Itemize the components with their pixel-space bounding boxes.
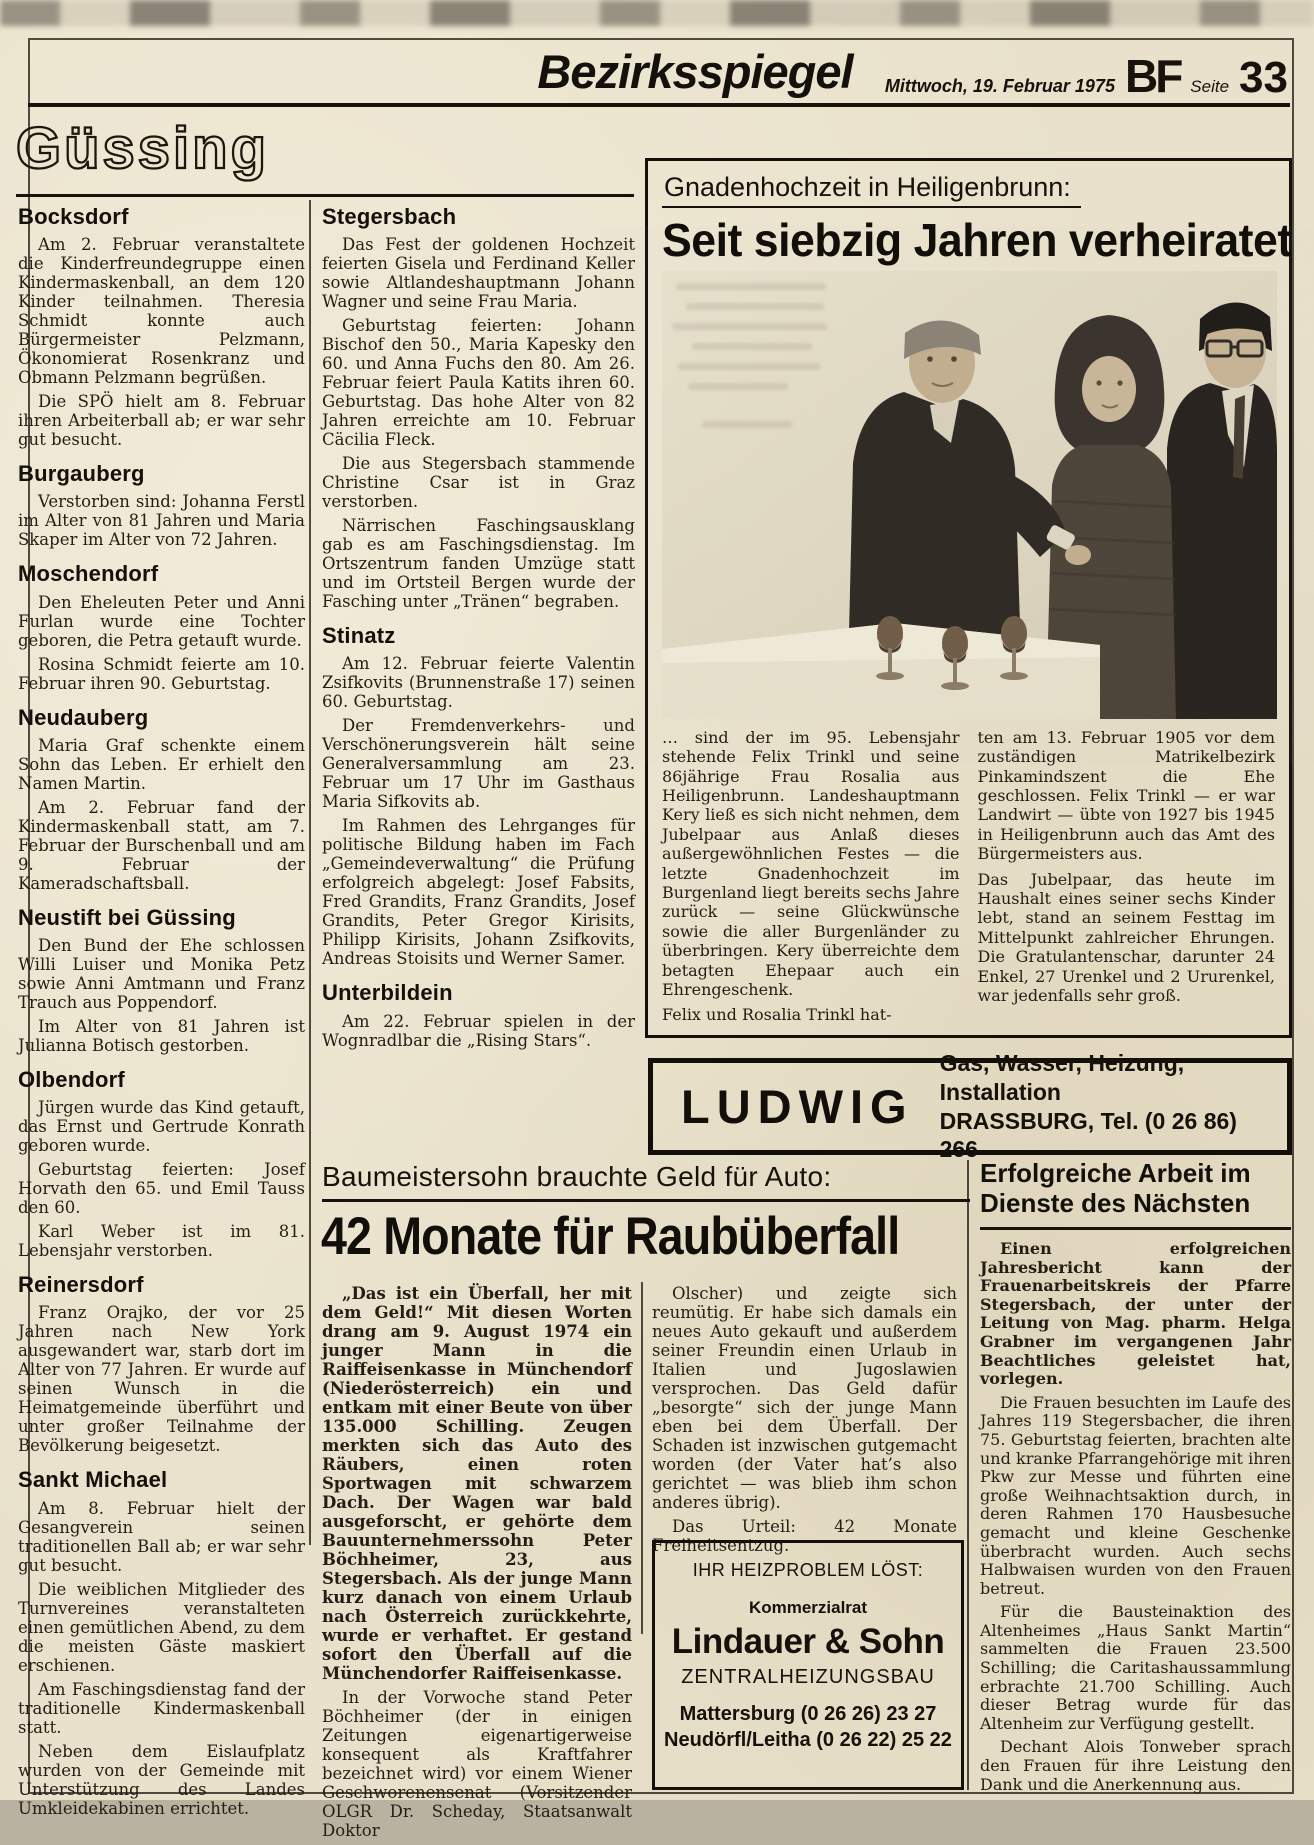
section-heading: Burgauberg: [18, 461, 145, 487]
paragraph: Maria Graf schenkte einem Sohn das Leben. Er erhielt den Namen Martin.: [18, 735, 305, 793]
issue-date: Mittwoch, 19. Februar 1975: [884, 76, 1115, 96]
dateline: [884, 50, 1288, 102]
charity-headline-line2: Dienste des Nächsten: [980, 1188, 1251, 1218]
paragraph: Im Alter von 81 Jahren ist Julianna Botisch gestorben.: [18, 1016, 305, 1055]
paragraph: Das Fest der goldenen Hochzeit feierten Gisela und Ferdinand Keller sowie Altlandeshauptmann Johann Wagner und seine Frau Maria.: [322, 235, 635, 312]
column-divider: [309, 200, 311, 1545]
paragraph: Die Frauen besuchten im Laufe des Jahres 119 Stegersbacher, die ihren 75. Geburtstag feierten, brachten alte und kranke Pfarrangehörige mit ihren Pkw zur Messe und führten eine große Weihnachtsaktion durch, in deren Rahmen 170 Hausbesuche gemacht und kleine Geschenke überbracht wurden. Auch sechs Halbwaisen wurden von den Frauen betreut.: [980, 1392, 1291, 1598]
paragraph: Für die Bausteinaktion des Altenheimes „Haus Sankt Martin“ sammelten die Frauen 23.500 Schilling; die Caritashaussammlung erbrachte 21.700 Schilling. Auch dieser Betrag wurde für das Altenheim zur Verfügung gestellt.: [980, 1602, 1291, 1733]
section-heading: Olbendorf: [18, 1066, 125, 1092]
paragraph: Im Rahmen des Lehrganges für politische Bildung haben im Fach „Gemeindeverwaltung“ die Prüfung erfolgreich abgelegt: Josef Fabsits, Fred Grandits, Franz Grandits, Josef Grandits, Peter Gregor Kirisits, Philipp Kirisits, Johann Zsifkovits, Andreas Stoisits und Werner Samer.: [322, 816, 635, 969]
bf-logo: BF: [1124, 50, 1181, 102]
paragraph: In der Vorwoche stand Peter Böchheimer (der in einigen Zeitungen eigenartigerweise konsequent als Kraftfahrer bezeichnet wird) vor einem Wiener Geschworenensenat (Vorsitzender OLGR Dr. Scheday, Staatsanwalt Doktor: [322, 1688, 632, 1840]
paragraph: Das Urteil: 42 Monate Freiheitsentzug.: [652, 1517, 957, 1555]
banner-rule: [16, 194, 634, 197]
wedding-photo: [662, 271, 1277, 719]
paragraph: Am 12. Februar feierte Valentin Zsifkovits (Brunnenstraße 17) seinen 60. Geburtstag.: [322, 654, 635, 712]
middle-column: [322, 205, 635, 1055]
section-bocksdorf: [18, 205, 305, 449]
section-heading: Bocksdorf: [18, 204, 129, 229]
paragraph: ten am 13. Februar 1905 vor dem zuständigen Matrikelbezirk Pinkamindszent die Ehe geschlossen. Felix Trinkl — er war Landwirt — übte von 1927 bis 1945 in Heiligenbrunn auch das Amt des Bürgermeisters aus.: [977, 727, 1275, 864]
header-rule: [28, 103, 1290, 107]
guessing-column: [18, 205, 305, 1823]
paragraph: Am 22. Februar spielen in der Wognradlbar die „Rising Stars“.: [322, 1011, 635, 1050]
caption-column-2: [978, 728, 1276, 1031]
ludwig-line2: DRASSBURG, Tel. (0 26 86) 266: [939, 1107, 1237, 1163]
section-burgauberg: [18, 462, 305, 549]
paragraph: Den Eheleuten Peter und Anni Furlan wurde eine Tochter geboren, die Petra getauft wurde.: [18, 592, 305, 650]
lindauer-ad: [652, 1540, 964, 1790]
robbery-headline: 42 Monate für Raubüberfall: [321, 1207, 900, 1266]
section-reinersdorf: [18, 1273, 305, 1455]
section-stinatz: [322, 624, 635, 968]
paragraph: Karl Weber ist im 81. Lebensjahr verstorben.: [18, 1222, 305, 1261]
paragraph: Verstorben sind: Johanna Ferstl im Alter von 81 Jahren und Maria Skaper im Alter von 72 Jahren.: [18, 492, 305, 550]
paragraph: Einen erfolgreichen Jahresbericht kann der Frauenarbeitskreis der Pfarre Stegersbach, der unter der Leitung von Mag. pharm. Helga Grabner im vergangenen Jahr Beachtliches geleistet hat, vorlegen.: [980, 1239, 1291, 1389]
paragraph: Am 2. Februar fand der Kindermaskenball statt, am 7. Februar der Burschenball und am 9. Februar der Kameradschaftsball.: [18, 797, 305, 893]
section-heading: Moschendorf: [18, 561, 159, 587]
lindauer-subtitle: ZENTRALHEIZUNGSBAU: [681, 1666, 935, 1688]
wedding-article-box: [645, 158, 1292, 1038]
robbery-column-2: [652, 1284, 957, 1560]
section-unterbildein: [322, 981, 635, 1049]
paragraph: Die weiblichen Mitglieder des Turnvereines veranstalteten einen gemütlichen Abend, zu dem die meisten Gäste maskiert erschienen.: [18, 1579, 305, 1675]
lindauer-brand: Lindauer & Sohn: [671, 1622, 945, 1661]
paragraph: Die aus Stegersbach stammende Christine Csar ist in Graz verstorben.: [322, 454, 635, 512]
charity-headline-rule: [980, 1227, 1291, 1230]
paragraph: Geburtstag feierten: Johann Bischof den 50., Maria Kapesky den 60. und Anna Fuchs den 80. Am 26. Februar feiert Paula Katits ihren 60. Geburtstag. Das hohe Alter von 82 Jahren erreichte am 10. Februar Cäcilia Fleck.: [322, 316, 635, 450]
charity-headline-line1: Erfolgreiche Arbeit im: [980, 1158, 1251, 1188]
section-heading: Sankt Michael: [18, 1467, 168, 1493]
wedding-caption: [662, 728, 1275, 1031]
lindauer-phone-1: Mattersburg (0 26 26) 23 27: [679, 1703, 937, 1725]
paragraph: Neben dem Eislaufplatz wurden von der Gemeinde mit Unterstützung des Landes Umkleidekabinen errichtet.: [18, 1741, 305, 1818]
section-sankt-michael: [18, 1468, 305, 1817]
paragraph: Jürgen wurde das Kind getauft, das Ernst und Gertrude Konrath geboren wurde.: [18, 1098, 305, 1156]
ludwig-ad-text: [940, 1049, 1277, 1164]
robbery-kicker-rule: [322, 1199, 970, 1202]
paragraph: „Das ist ein Überfall, her mit dem Geld!“ Mit diesen Worten drang am 9. August 1974 ein junger Mann in die Raiffeisenkasse in Münchendorf (Niederösterreich) ein und entkam mit einer Beute von über 135.000 Schilling. Zeugen merkten sich das Auto des Räubers, einen roten Sportwagen mit schwarzem Dach. Der Wagen war bald ausgeforscht, er gehörte dem Bauunternehmerssohn Peter Böchheimer, 23, aus Stegersbach. Als der junge Mann kurz danach von einem Urlaub nach Österreich zurückkehrte, wurde er verhaftet. Er gestand sofort den Überfall auf die Münchendorfer Raiffeisenkasse.: [322, 1284, 632, 1683]
scan-noise: [0, 0, 1314, 26]
paragraph: … sind der im 95. Lebensjahr stehende Felix Trinkl und seine 86jährige Frau Rosalia aus Heiligenbrunn. Landeshauptmann Kery ließ es sich nicht nehmen, dem Jubelpaar aus Anlaß dieses außergewöhnlichen Festes — die letzte Gnadenhochzeit im Burgenland liegt bereits sechs Jahre zurück — seine Glückwünsche sowie die aller Burgenländer zu überbringen. Kery überreichte dem betagten Ehepaar auch ein Ehrengeschenk.: [662, 727, 960, 999]
section-heading: Unterbildein: [322, 980, 453, 1006]
paragraph: Olscher) und zeigte sich reumütig. Er habe sich damals ein neues Auto gekauft und außerdem seiner Freundin einen Urlaub in Italien und Jugoslawien versprochen. Das Geld dafür „besorgte“ sich der junge Mann eben bei dem Überfall. Der Schaden ist inzwischen gutgemacht worden (der Vater hat’s also gerichtet — was blieb ihm schon anderes übrig).: [652, 1284, 957, 1512]
guessing-banner-title: Güssing: [16, 116, 270, 181]
section-neudauberg: [18, 706, 305, 893]
paragraph: Geburtstag feierten: Josef Horvath den 65. und Emil Tauss den 60.: [18, 1160, 305, 1218]
section-heading: Reinersdorf: [18, 1272, 144, 1298]
section-heading: Neustift bei Güssing: [18, 904, 236, 930]
paragraph: Felix und Rosalia Trinkl hat-: [662, 1005, 892, 1025]
paragraph: Närrischen Faschingsausklang gab es am Faschingsdienstag. Im Ortszentrum fanden Umzüge statt und im Ortsteil Bergen wurde der Fasching unter „Tränen“ begraben.: [322, 516, 635, 612]
ludwig-brand: LUDWIG: [681, 1080, 914, 1133]
paragraph: Das Jubelpaar, das heute im Haushalt eines seiner sechs Kinder lebt, stand an seinem Festtag im Mittelpunkt zahlreicher Ehrungen. Die Gratulantenschar, darunter 24 Enkel, 27 Urenkel und 2 Ururenkel, war jedenfalls sehr groß.: [977, 869, 1275, 1005]
paragraph: Franz Orajko, der vor 25 Jahren nach New York ausgewandert war, starb dort im Alter von 77 Jahren. Er wurde auf seinen Wunsch in die Heimatgemeinde überführt und unter großer Teilnahme der Bevölkerung beigesetzt.: [18, 1303, 305, 1456]
section-olbendorf: [18, 1068, 305, 1260]
section-heading: Stegersbach: [322, 204, 457, 229]
charity-column: [980, 1158, 1291, 1799]
section-moschendorf: [18, 562, 305, 692]
paragraph: Den Bund der Ehe schlossen Willi Luiser und Monika Petz sowie Anni Amtmann und Franz Trauch aus Poppendorf.: [18, 935, 305, 1012]
section-heading: Stinatz: [322, 623, 396, 649]
robbery-kicker: Baumeistersohn brauchte Geld für Auto:: [322, 1161, 832, 1192]
paragraph: Am 2. Februar veranstaltete die Kinderfreundegruppe einen Kindermaskenball, an dem 120 Kinder teilnahmen. Theresia Schmidt konnte auch Bürgermeister Pelzmann, Ökonomierat Rosenkranz und Obmann Pelzmann begrüßen.: [18, 235, 305, 388]
lindauer-phone-2: Neudörfl/Leitha (0 26 22) 25 22: [664, 1729, 952, 1751]
charity-headline: [980, 1158, 1291, 1218]
section-heading: Neudauberg: [18, 704, 149, 730]
ludwig-line1: Gas, Wasser, Heizung, Installation: [939, 1050, 1185, 1105]
page-number: 33: [1239, 53, 1288, 102]
ludwig-ad: [648, 1050, 1292, 1163]
section-neustift: [18, 906, 305, 1055]
column-divider: [641, 1282, 643, 1634]
paragraph: Der Fremdenverkehrs- und Verschönerungsverein hält seine Generalversammlung am 23. Februar um 17 Uhr im Gasthaus Maria Sifkovits ab.: [322, 716, 635, 812]
paragraph: Dechant Alois Tonweber sprach den Frauen für ihre Leistung den Dank und die Anerkennung aus.: [980, 1737, 1291, 1794]
paragraph: Die SPÖ hielt am 8. Februar ihren Arbeiterball ab; er war sehr gut besucht.: [18, 392, 305, 450]
lindauer-slogan: IHR HEIZPROBLEM LÖST:: [692, 1560, 924, 1580]
wedding-headline: Seit siebzig Jahren verheiratet: [662, 214, 1292, 267]
caption-column-1: [662, 728, 960, 1031]
paragraph: Am 8. Februar hielt der Gesangverein seinen traditionellen Ball ab; er war sehr gut besucht.: [18, 1498, 305, 1575]
seite-label: Seite: [1190, 77, 1230, 96]
column-divider: [967, 1160, 969, 1790]
lindauer-title: Kommerzialrat: [748, 1598, 868, 1617]
section-stegersbach: [322, 205, 635, 611]
paragraph: Am Faschingsdienstag fand der traditionelle Kindermaskenball statt.: [18, 1679, 305, 1737]
wedding-kicker: Gnadenhochzeit in Heiligenbrunn:: [662, 171, 1081, 208]
paragraph: Rosina Schmidt feierte am 10. Februar ihren 90. Geburtstag.: [18, 654, 305, 693]
robbery-column-1: [322, 1284, 632, 1845]
masthead-title: Bezirksspiegel: [537, 45, 853, 98]
